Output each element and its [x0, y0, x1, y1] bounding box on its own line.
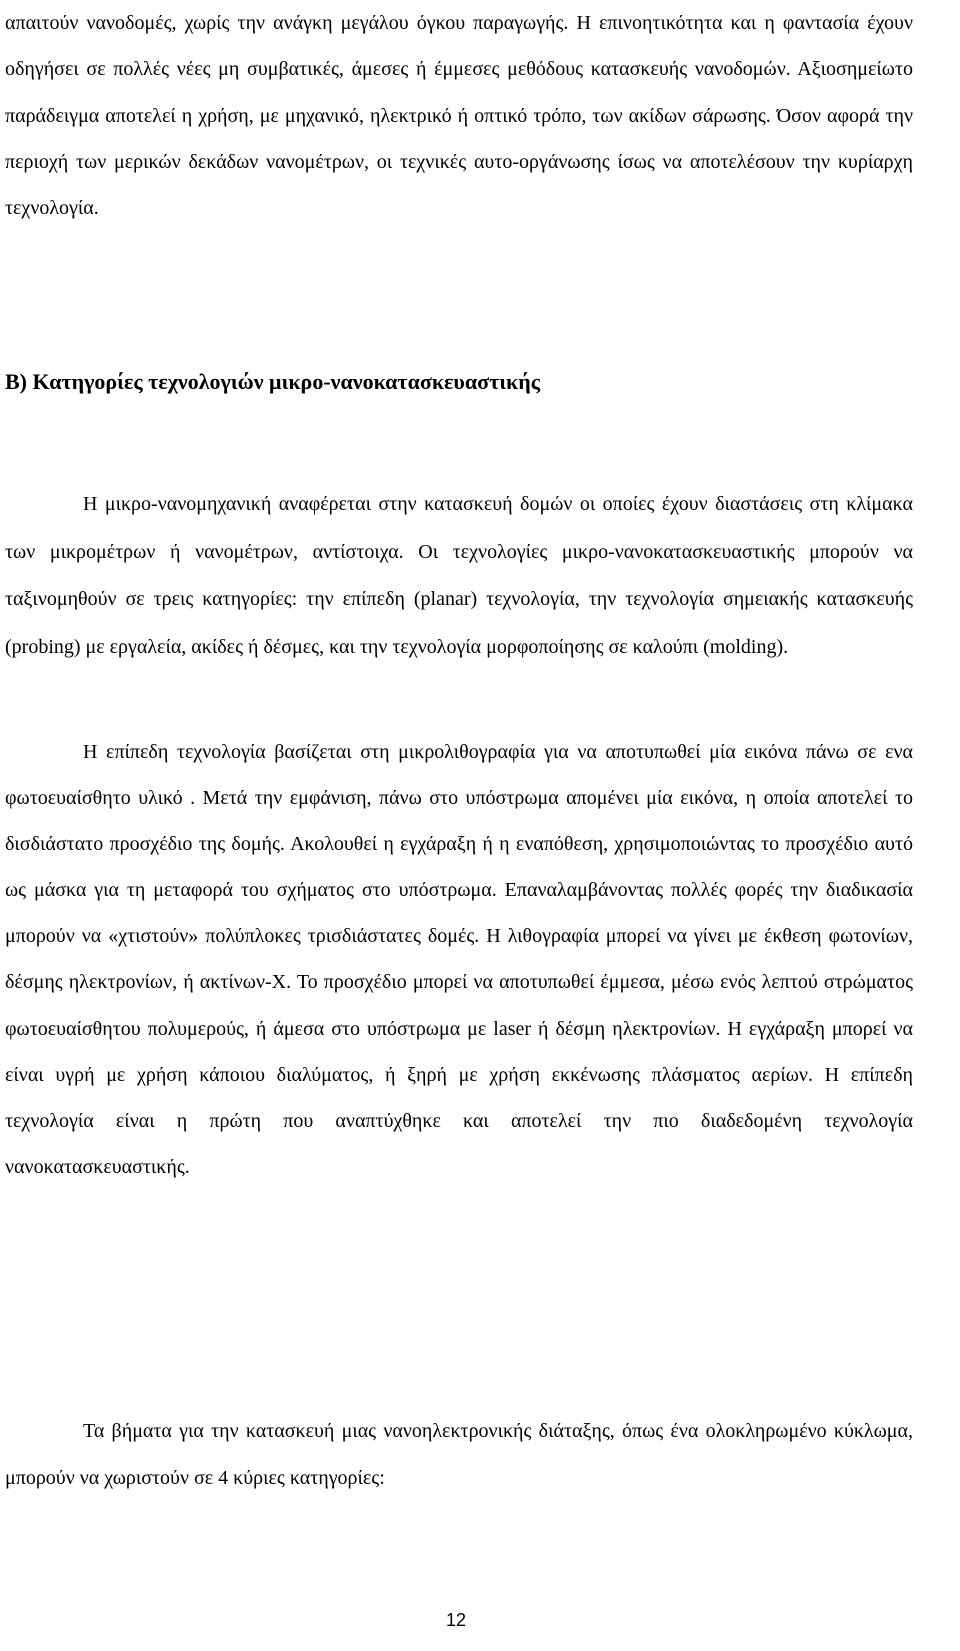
intro-paragraph: απαιτούν νανοδομές, χωρίς την ανάγκη μεγάλου όγκου παραγωγής. Η επινοητικότητα και η φαντασία έχουν οδηγήσει σε πολλές νέες μη συμβατικές, άμεσες ή έμμεσες μεθόδους κατασκευής νανοδομών. Αξιοσημείωτο παράδειγμα αποτελεί η χρήση, με μηχανικό, ηλεκτρικό ή οπτικό τρόπο, των ακίδων σάρωσης. Όσον αφορά την περιοχή των μερικών δεκάδων νανομέτρων, οι τεχνικές αυτο-οργάνωσης ίσως να αποτελέσουν την κυρίαρχη τεχνολογία.: [5, 12, 913, 220]
body-paragraph-fabrication-steps: Τα βήματα για την κατασκευή μιας νανοηλεκτρονικής διάταξης, όπως ένα ολοκληρωμένο κύκλωμα, μπορούν να χωριστούν σε 4 κύριες κατηγορίες:: [5, 1420, 913, 1490]
body-paragraph-microfabrication: Η μικρο-νανομηχανική αναφέρεται στην κατασκευή δομών οι οποίες έχουν διαστάσεις στη κλίμακα των μικρομέτρων ή νανομέτρων, αντίστοιχα. Οι τεχνολογίες μικρο-νανοκατασκευαστικής μπορούν να ταξινομηθούν σε τρεις κατηγορίες: την επίπεδη (planar) τεχνολογία, την τεχνολογία σημειακής κατασκευής (probing) με εργαλεία, ακίδες ή δέσμες, και την τεχνολογία μορφοποίησης σε καλούπι (molding).: [5, 493, 913, 658]
page-number: 12: [445, 1610, 467, 1630]
body-paragraph-planar-technology: Η επίπεδη τεχνολογία βασίζεται στη μικρολιθογραφία για να αποτυπωθεί μία εικόνα πάνω σε ενα φωτοευαίσθητο υλικό . Μετά την εμφάνιση, πάνω στο υπόστρωμα απομένει μία εικόνα, η οποία αποτελεί το δισδιάστατο προσχέδιο της δομής. Ακολουθεί η εγχάραξη ή η εναπόθεση, χρησιμοποιώντας το προσχέδιο αυτό ως μάσκα για τη μεταφορά του σχήματος στο υπόστρωμα. Επαναλαμβάνοντας πολλές φορές την διαδικασία μπορούν να «χτιστούν» πολύπλοκες τρισδιάστατες δομές. Η λιθογραφία μπορεί να γίνει με έκθεση φωτονίων, δέσμης ηλεκτρονίων, ή ακτίνων-Χ. Το προσχέδιο μπορεί να αποτυπωθεί έμμεσα, μέσω ενός λεπτού στρώματος φωτοευαίσθητου πολυμερούς, ή άμεσα στο υπόστρωμα με laser ή δέσμη ηλεκτρονίων. Η εγχάραξη μπορεί να είναι υγρή με χρήση κάποιου διαλύματος, ή ξηρή με χρήση εκκένωσης πλάσματος αερίων. Η επίπεδη τεχνολογία είναι η πρώτη που αναπτύχθηκε και αποτελεί την πιο διαδεδομένη τεχνολογία νανοκατασκευαστικής.: [5, 741, 913, 1178]
section-heading: Β) Κατηγορίες τεχνολογιών μικρο-νανοκατασκευαστικής: [5, 369, 541, 394]
